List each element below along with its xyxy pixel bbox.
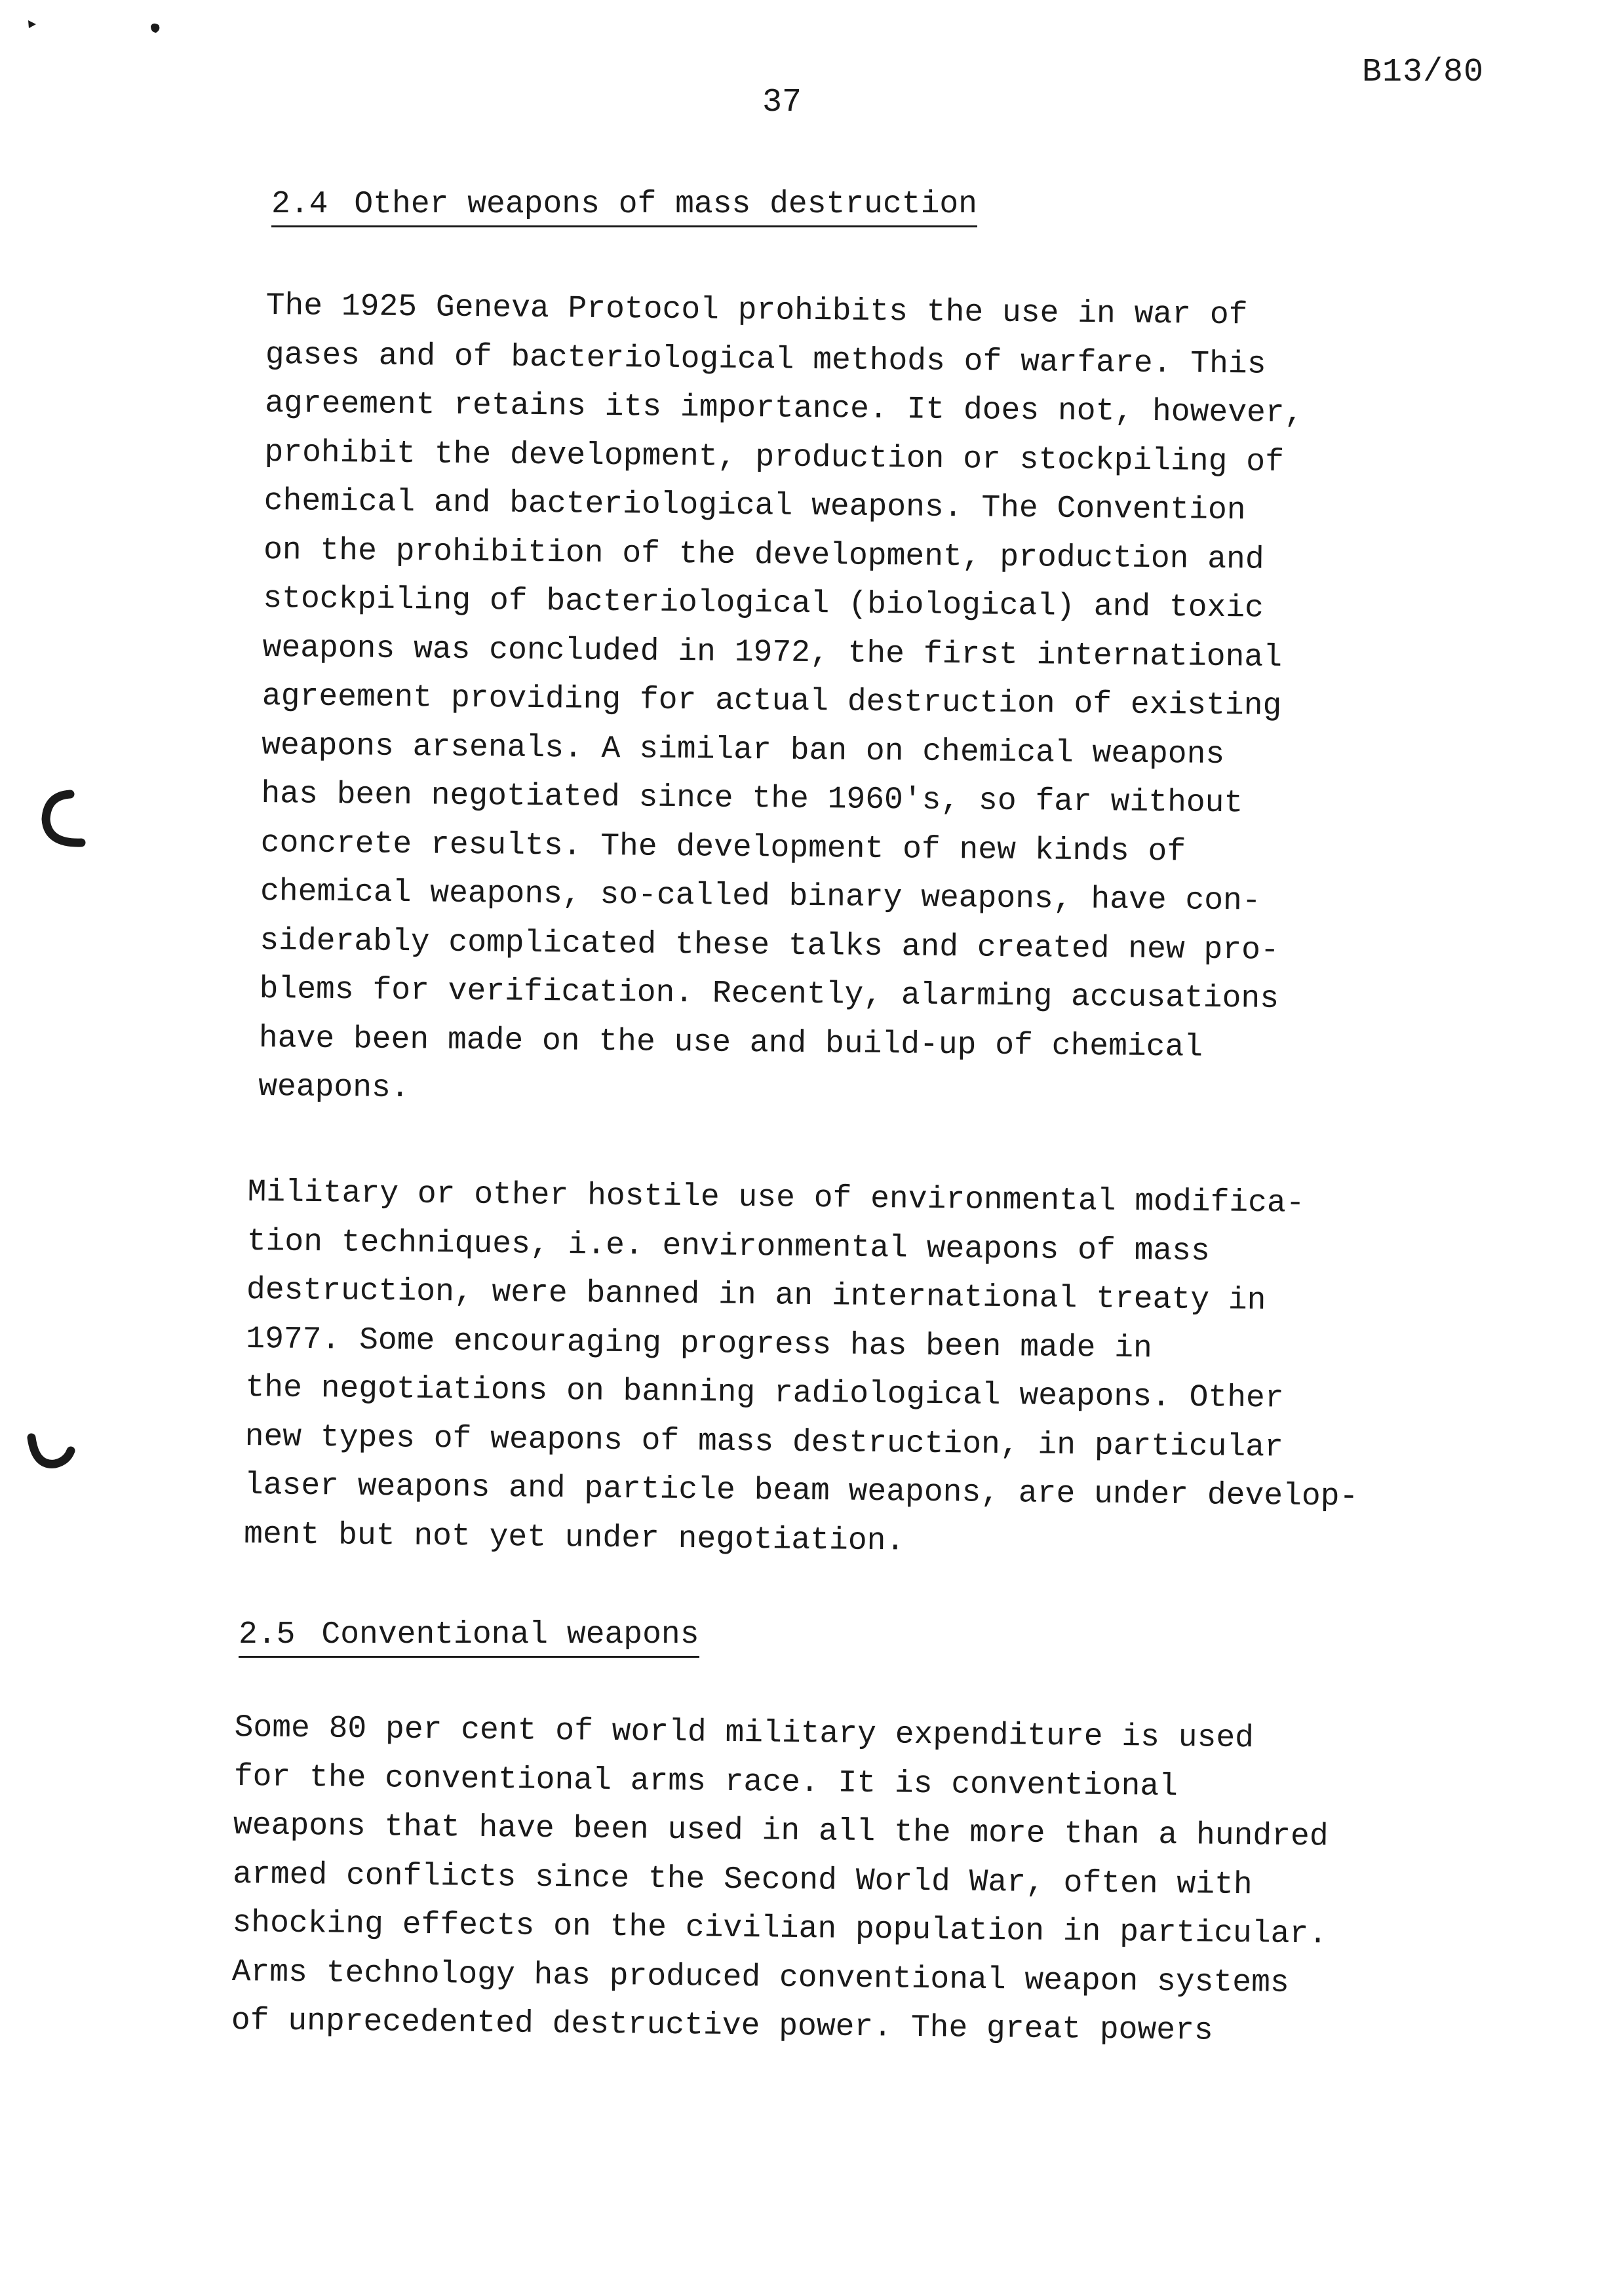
paragraph-conventional-weapons [231, 1704, 1330, 2057]
section-title: Conventional weapons [321, 1617, 699, 1653]
section-heading-2-5 [239, 1615, 699, 1658]
scan-mark-punch-hole-lower-icon [24, 1428, 83, 1474]
paragraph-geneva-protocol [258, 282, 1304, 1122]
text-line: gases and of bacteriological methods of warfare. This [265, 337, 1266, 383]
text-line: ment but not yet under negotiation. [243, 1516, 905, 1559]
text-line: shocking effects on the civilian population in particular. [232, 1905, 1328, 1953]
text-line: The 1925 Geneva Protocol prohibits the use in war of [265, 288, 1248, 334]
text-line: prohibit the development, production or stockpiling of [264, 434, 1285, 480]
text-line: Military or other hostile use of environmental modifica- [247, 1174, 1305, 1221]
scan-mark-top-left-icon [26, 18, 39, 31]
text-line: has been negotiated since the 1960's, so far without [261, 776, 1243, 822]
text-line: weapons that have been used in all the more than a hundred [233, 1807, 1329, 1855]
page-number: 37 [762, 84, 802, 121]
text-line: for the conventional arms race. It is conventional [233, 1759, 1178, 1805]
text-line: destruction, were banned in an international treaty in [246, 1272, 1266, 1319]
section-heading-2-4 [271, 185, 977, 227]
text-line: chemical weapons, so-called binary weapons, have con- [260, 873, 1261, 919]
text-line: of unprecedented destructive power. The great powers [231, 2002, 1213, 2049]
text-line: Arms technology has produced conventional weapon systems [231, 1954, 1289, 2001]
text-line: siderably complicated these talks and created new pro- [260, 923, 1279, 968]
scan-mark-top-dot-icon [147, 20, 163, 35]
text-line: stockpiling of bacteriological (biological) and toxic [263, 581, 1264, 626]
scan-mark-punch-hole-upper-icon [34, 786, 93, 852]
text-line: on the prohibition of the development, production and [263, 532, 1264, 578]
document-reference: B13/80 [1362, 54, 1485, 91]
text-line: agreement providing for actual destruction of existing [262, 678, 1282, 724]
text-line: armed conflicts since the Second World War, often with [232, 1856, 1253, 1903]
text-line: weapons arsenals. A similar ban on chemical weapons [261, 727, 1225, 773]
text-line: tion techniques, i.e. environmental weapons of mass [246, 1223, 1211, 1269]
text-line: the negotiations on banning radiological weapons. Other [245, 1369, 1284, 1417]
section-number: 2.4 [271, 187, 328, 222]
text-line: chemical and bacteriological weapons. The Convention [263, 483, 1246, 529]
text-line: 1977. Some encouraging progress has been made in [245, 1321, 1153, 1366]
text-line: agreement retains its importance. It does not, however, [264, 385, 1304, 432]
text-line: laser weapons and particle beam weapons, are under develop- [244, 1467, 1359, 1515]
paragraph-environmental-weapons [244, 1168, 1362, 1571]
text-line: weapons was concluded in 1972, the first international [262, 630, 1283, 676]
section-number: 2.5 [239, 1617, 296, 1653]
text-line: blems for verification. Recently, alarming accusations [259, 971, 1279, 1017]
text-line: concrete results. The development of new kinds of [260, 825, 1186, 870]
section-title: Other weapons of mass destruction [354, 187, 977, 222]
text-line: weapons. [258, 1069, 410, 1107]
text-line: Some 80 per cent of world military expenditure is used [234, 1710, 1255, 1757]
text-line: new types of weapons of mass destruction, in particular [244, 1419, 1284, 1466]
text-line: have been made on the use and build-up of chemical [258, 1020, 1203, 1065]
